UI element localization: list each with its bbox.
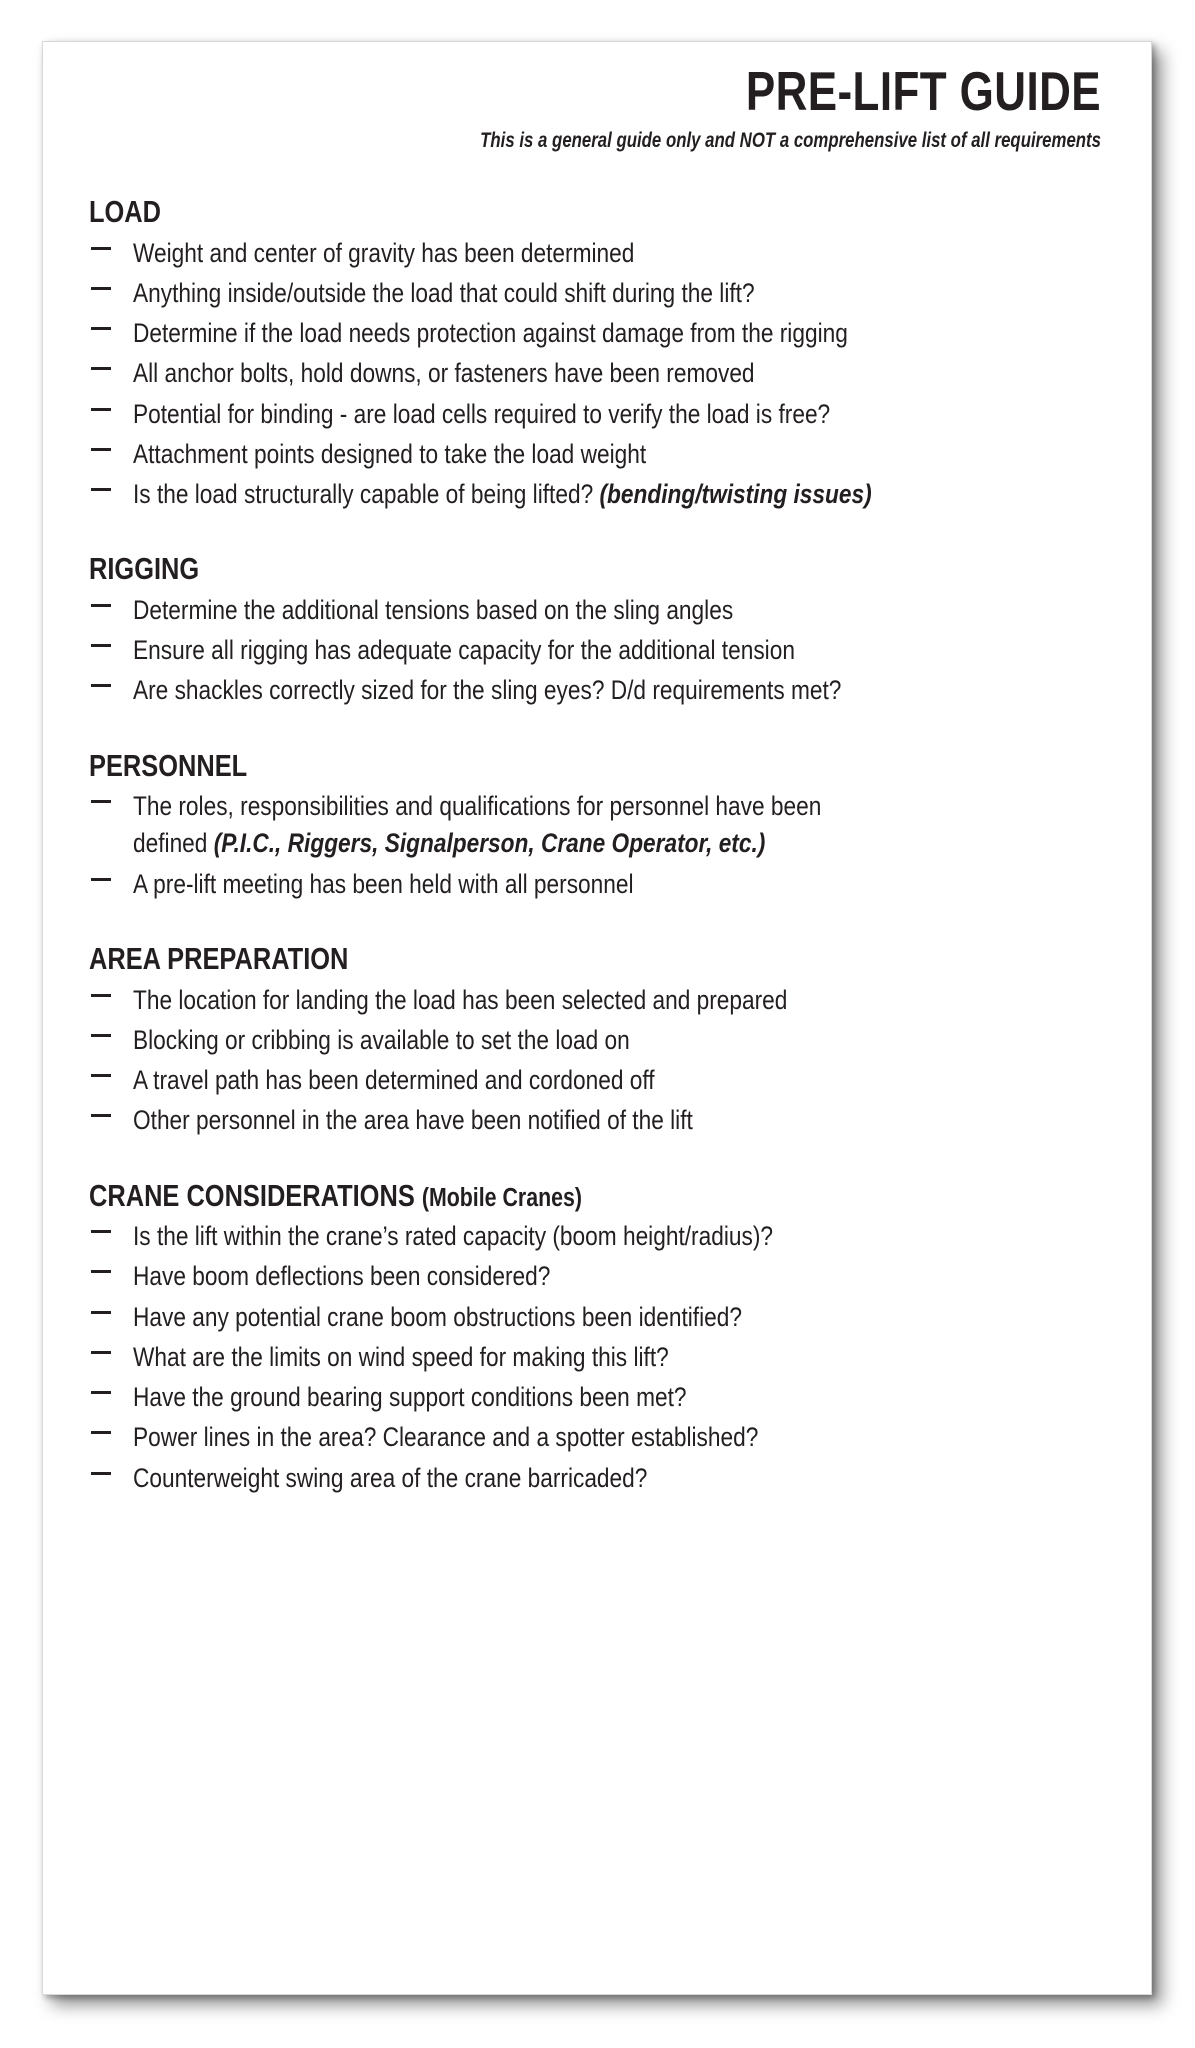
checklist-item-text: The roles, responsibilities and qualifications for personnel have been defined bbox=[133, 791, 822, 859]
checklist-item-label bbox=[133, 632, 1109, 669]
checkbox-blank-icon[interactable] bbox=[91, 878, 111, 881]
checklist-item-label bbox=[133, 1299, 1109, 1336]
checklist-item[interactable] bbox=[89, 1460, 1109, 1497]
checkbox-blank-icon[interactable] bbox=[91, 684, 111, 687]
checklist-item-text: A pre-lift meeting has been held with all personnel bbox=[133, 868, 634, 899]
checkbox-blank-icon[interactable] bbox=[91, 488, 111, 491]
checklist-item-text: Is the lift within the crane’s rated capacity (boom height/radius)? bbox=[133, 1221, 774, 1252]
checkbox-blank-icon[interactable] bbox=[91, 994, 111, 997]
checkbox-blank-icon[interactable] bbox=[91, 287, 111, 290]
checklist-item-label bbox=[133, 315, 1109, 352]
section-personnel bbox=[89, 747, 1109, 903]
page-subtitle: This is a general guide only and NOT a comprehensive list of all requirements bbox=[480, 129, 1101, 152]
paper-sheet bbox=[42, 41, 1152, 1995]
checklist-item[interactable] bbox=[89, 355, 1109, 392]
checklist-item[interactable] bbox=[89, 1102, 1109, 1139]
checkbox-blank-icon[interactable] bbox=[91, 448, 111, 451]
checklist-item-label bbox=[133, 1062, 1109, 1099]
checklist-item-text: Have any potential crane boom obstructions been identified? bbox=[133, 1301, 742, 1332]
checklist-item[interactable] bbox=[89, 592, 1109, 629]
section-heading-main: AREA PREPARATION bbox=[89, 940, 349, 976]
checklist-item-text: Attachment points designed to take the load weight bbox=[133, 438, 647, 469]
checklist-item-label bbox=[133, 866, 1109, 903]
checklist-item-label bbox=[133, 1258, 1109, 1295]
checklist-item-label bbox=[133, 476, 1109, 513]
checkbox-blank-icon[interactable] bbox=[91, 1472, 111, 1475]
document-header bbox=[89, 60, 1109, 152]
checklist-item-label bbox=[133, 982, 1109, 1019]
checklist-item-label bbox=[133, 355, 1109, 392]
checklist-item-label bbox=[133, 396, 1109, 433]
section-heading bbox=[89, 940, 925, 976]
checkbox-blank-icon[interactable] bbox=[91, 1114, 111, 1117]
checklist-item-text: Blocking or cribbing is available to set the load on bbox=[133, 1024, 630, 1055]
checklist-item[interactable] bbox=[89, 1218, 1109, 1255]
checklist-item-label bbox=[133, 788, 822, 863]
checklist-item[interactable] bbox=[89, 315, 1109, 352]
checklist-item[interactable] bbox=[89, 1299, 1109, 1336]
checkbox-blank-icon[interactable] bbox=[91, 247, 111, 250]
checklist-item-text: The location for landing the load has been selected and prepared bbox=[133, 984, 788, 1015]
section-heading bbox=[89, 196, 925, 229]
checklist-item[interactable] bbox=[89, 632, 1109, 669]
checklist-item-label bbox=[133, 1419, 1109, 1456]
section-rigging bbox=[89, 553, 1109, 709]
checklist-item-text: All anchor bolts, hold downs, or fasteners have been removed bbox=[133, 358, 755, 389]
checklist-item-label bbox=[133, 592, 1109, 629]
section-heading-qualifier: (Mobile Cranes) bbox=[421, 1181, 582, 1212]
checklist bbox=[89, 235, 1109, 514]
checkbox-blank-icon[interactable] bbox=[91, 1311, 111, 1314]
checklist-item[interactable] bbox=[89, 1339, 1109, 1376]
section-heading-main: PERSONNEL bbox=[89, 747, 248, 783]
page-title: PRE-LIFT GUIDE bbox=[745, 60, 1101, 122]
section-heading-main: CRANE CONSIDERATIONS bbox=[89, 1177, 422, 1213]
checkbox-blank-icon[interactable] bbox=[91, 1270, 111, 1273]
checkbox-blank-icon[interactable] bbox=[91, 800, 111, 803]
section-crane-considerations-mobile-cranes bbox=[89, 1177, 1109, 1497]
checkbox-blank-icon[interactable] bbox=[91, 604, 111, 607]
checklist-item-text: Have boom deflections been considered? bbox=[133, 1261, 551, 1292]
checklist-item-text: Determine the additional tensions based on the sling angles bbox=[133, 594, 734, 625]
checklist-item-text: Weight and center of gravity has been determined bbox=[133, 237, 635, 268]
checklist-item-label bbox=[133, 1218, 1109, 1255]
section-heading bbox=[89, 553, 925, 586]
checkbox-blank-icon[interactable] bbox=[91, 1074, 111, 1077]
section-load bbox=[89, 196, 1109, 513]
checklist-item[interactable] bbox=[89, 1379, 1109, 1416]
checklist-item[interactable] bbox=[89, 436, 1109, 473]
checkbox-blank-icon[interactable] bbox=[91, 1230, 111, 1233]
checklist-item-text: Potential for binding - are load cells required to verify the load is free? bbox=[133, 398, 831, 429]
checkbox-blank-icon[interactable] bbox=[91, 1431, 111, 1434]
section-heading bbox=[89, 1177, 925, 1213]
checklist-item[interactable] bbox=[89, 982, 1109, 1019]
checklist-item[interactable] bbox=[89, 476, 1109, 513]
checklist-item-label bbox=[133, 672, 1109, 709]
checklist bbox=[89, 788, 1109, 903]
checklist-item-label bbox=[133, 1339, 1109, 1376]
section-area-preparation bbox=[89, 940, 1109, 1140]
checklist-item-label bbox=[133, 235, 1109, 272]
checklist-item[interactable] bbox=[89, 672, 1109, 709]
checklist-item-text: Power lines in the area? Clearance and a spotter established? bbox=[133, 1422, 759, 1453]
checklist-item-text: Have the ground bearing support conditions been met? bbox=[133, 1382, 687, 1413]
checklist-item-note: (bending/twisting issues) bbox=[599, 479, 872, 510]
checklist bbox=[89, 1218, 1109, 1497]
checklist-item-label bbox=[133, 436, 1109, 473]
checklist bbox=[89, 592, 1109, 710]
section-heading bbox=[89, 747, 925, 783]
checklist-item-label bbox=[133, 1379, 1109, 1416]
checklist-item[interactable] bbox=[89, 1022, 1109, 1059]
checkbox-blank-icon[interactable] bbox=[91, 1351, 111, 1354]
checklist-item[interactable] bbox=[89, 275, 1109, 312]
checklist-item-text: Anything inside/outside the load that could shift during the lift? bbox=[133, 277, 755, 308]
checklist-item-label bbox=[133, 1102, 1109, 1139]
checkbox-blank-icon[interactable] bbox=[91, 1391, 111, 1394]
checkbox-blank-icon[interactable] bbox=[91, 408, 111, 411]
checklist-item-text: What are the limits on wind speed for making this lift? bbox=[133, 1341, 669, 1372]
checklist-item[interactable] bbox=[89, 1258, 1109, 1295]
checklist-item-text: Other personnel in the area have been notified of the lift bbox=[133, 1105, 693, 1136]
checkbox-blank-icon[interactable] bbox=[91, 327, 111, 330]
checklist-item[interactable] bbox=[89, 788, 1109, 863]
checklist-item-label bbox=[133, 1022, 1109, 1059]
checklist-item-note: (P.I.C., Riggers, Signalperson, Crane Operator, etc.) bbox=[213, 828, 766, 859]
checklist-item-label bbox=[133, 1460, 1109, 1497]
checklist bbox=[89, 982, 1109, 1140]
checklist-item[interactable] bbox=[89, 235, 1109, 272]
checklist-item[interactable] bbox=[89, 1419, 1109, 1456]
checklist-item[interactable] bbox=[89, 396, 1109, 433]
section-heading-main: RIGGING bbox=[89, 551, 200, 587]
checklist-item-text: Are shackles correctly sized for the sling eyes? D/d requirements met? bbox=[133, 675, 842, 706]
document-page bbox=[43, 42, 1151, 1994]
checklist-item-text: Determine if the load needs protection against damage from the rigging bbox=[133, 318, 848, 349]
checklist-item-text: Ensure all rigging has adequate capacity for the additional tension bbox=[133, 635, 795, 666]
checklist-item-text: A travel path has been determined and cordoned off bbox=[133, 1065, 655, 1096]
section-heading-main: LOAD bbox=[89, 194, 162, 230]
checkbox-blank-icon[interactable] bbox=[91, 367, 111, 370]
checklist-item-text: Is the load structurally capable of being lifted? bbox=[133, 479, 600, 510]
checklist-item-text: Counterweight swing area of the crane barricaded? bbox=[133, 1462, 648, 1493]
checkbox-blank-icon[interactable] bbox=[91, 1034, 111, 1037]
checklist-sections bbox=[89, 196, 1109, 1497]
checklist-item[interactable] bbox=[89, 1062, 1109, 1099]
checkbox-blank-icon[interactable] bbox=[91, 644, 111, 647]
checklist-item[interactable] bbox=[89, 866, 1109, 903]
checklist-item-label bbox=[133, 275, 1109, 312]
